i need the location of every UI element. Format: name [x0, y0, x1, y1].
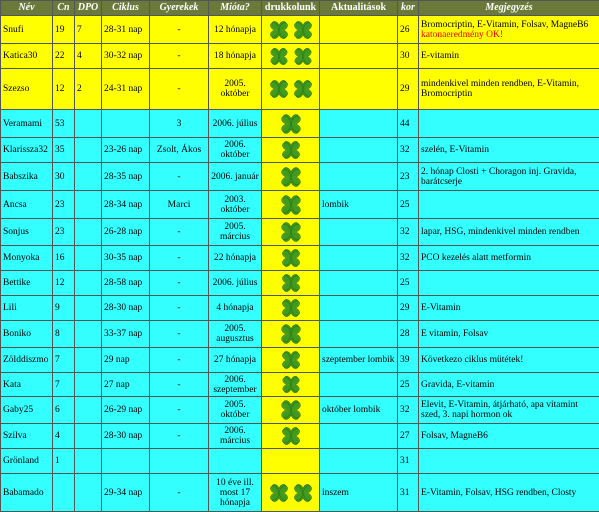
cell-nev: Babszika	[1, 163, 53, 191]
cell-cn: 35	[53, 138, 75, 163]
cell-kor: 31	[398, 449, 419, 474]
cell-ciklus	[102, 110, 150, 138]
table-row	[1, 16, 599, 44]
cell-kor: 31	[398, 474, 419, 512]
cell-kor: 32	[398, 219, 419, 246]
cell-aktualitasok	[320, 219, 398, 246]
cell-cn: 53	[53, 110, 75, 138]
cell-megjegyzes: lapar, HSG, mindenkivel minden rendben	[419, 219, 599, 246]
cell-miota: 2006. január	[209, 163, 262, 191]
cell-dpo	[75, 191, 102, 219]
cell-cn: 12	[53, 69, 75, 110]
cell-drukkolunk	[262, 246, 320, 271]
cell-drukkolunk	[262, 474, 320, 512]
header-row	[1, 1, 599, 16]
cell-ciklus: 23-26 nap	[102, 138, 150, 163]
cell-drukkolunk	[262, 373, 320, 397]
col-header-ciklus: Ciklus	[102, 1, 150, 16]
cell-aktualitasok	[320, 138, 398, 163]
cell-aktualitasok	[320, 321, 398, 348]
cell-drukkolunk	[262, 219, 320, 246]
cell-megjegyzes: Folsav, MagneB6	[419, 424, 599, 449]
table-row	[1, 397, 599, 424]
cell-dpo	[75, 424, 102, 449]
four-leaf-clover-icon	[265, 193, 317, 217]
col-header-cn: Cn	[53, 1, 75, 16]
cell-dpo: 4	[75, 44, 102, 69]
cell-cn: 7	[53, 348, 75, 373]
col-header-kor: kor	[398, 1, 419, 16]
cell-dpo	[75, 321, 102, 348]
cell-nev: Grönland	[1, 449, 53, 474]
cell-ciklus: 28-30 nap	[102, 424, 150, 449]
cell-nev: Veramami	[1, 110, 53, 138]
four-leaf-clover-icon	[265, 349, 317, 371]
cell-cn: 9	[53, 296, 75, 321]
cell-nev: Kata	[1, 373, 53, 397]
cell-miota	[209, 449, 262, 474]
cell-miota: 2003. október	[209, 191, 262, 219]
four-leaf-clover-icon	[265, 297, 317, 319]
cell-aktualitasok	[320, 373, 398, 397]
cell-cn: 6	[53, 397, 75, 424]
cell-kor: 30	[398, 44, 419, 69]
cell-aktualitasok: október lombik	[320, 397, 398, 424]
table-row	[1, 44, 599, 69]
table-row	[1, 373, 599, 397]
four-leaf-clover-icon	[265, 374, 317, 395]
cell-gyerekek: -	[150, 397, 209, 424]
cell-megjegyzes	[419, 271, 599, 296]
cell-gyerekek: -	[150, 474, 209, 512]
table-row	[1, 449, 599, 474]
four-leaf-clover-icon	[265, 112, 317, 136]
cell-ciklus: 29-34 nap	[102, 474, 150, 512]
cell-nev: Bettike	[1, 271, 53, 296]
four-leaf-clover-icon	[265, 398, 317, 422]
cell-dpo	[75, 348, 102, 373]
cell-cn: 7	[53, 373, 75, 397]
cell-kor: 26	[398, 16, 419, 44]
cell-aktualitasok	[320, 44, 398, 69]
cell-nev: Babamado	[1, 474, 53, 512]
cell-aktualitasok: inszem	[320, 474, 398, 512]
cell-ciklus: 28-58 nap	[102, 271, 150, 296]
cell-cn: 19	[53, 16, 75, 44]
cell-drukkolunk	[262, 69, 320, 110]
cell-nev: Sonjus	[1, 219, 53, 246]
table-row	[1, 424, 599, 449]
cell-drukkolunk	[262, 424, 320, 449]
cell-megjegyzes: E-Vitamin, Folsav, HSG rendben, Closty	[419, 474, 599, 512]
cell-nev: Boniko	[1, 321, 53, 348]
cell-gyerekek: -	[150, 163, 209, 191]
cell-miota: 2005. augusztus	[209, 321, 262, 348]
col-header-megjegyzes: Megjegyzés	[419, 1, 599, 16]
four-leaf-clover-icon	[265, 272, 317, 294]
cell-dpo	[75, 474, 102, 512]
table-row	[1, 69, 599, 110]
cell-cn: 22	[53, 44, 75, 69]
cell-ciklus: 30-35 nap	[102, 246, 150, 271]
cell-ciklus: 28-35 nap	[102, 163, 150, 191]
col-header-aktualitasok: Aktualitások	[320, 1, 398, 16]
cell-cn: 1	[53, 449, 75, 474]
cell-miota: 27 hónapja	[209, 348, 262, 373]
cell-cn: 23	[53, 219, 75, 246]
table-row	[1, 163, 599, 191]
cell-gyerekek: -	[150, 321, 209, 348]
cell-gyerekek: Marci	[150, 191, 209, 219]
cell-gyerekek	[150, 449, 209, 474]
cell-kor: 28	[398, 321, 419, 348]
col-header-miota: Mióta?	[209, 1, 262, 16]
cell-miota: 10 éve ill. most 17 hónapja	[209, 474, 262, 512]
cell-ciklus: 26-29 nap	[102, 397, 150, 424]
cell-ciklus	[102, 449, 150, 474]
cell-dpo	[75, 397, 102, 424]
cell-dpo	[75, 138, 102, 163]
cell-gyerekek: -	[150, 219, 209, 246]
highlight-note: katonaeredmény OK!	[421, 30, 503, 40]
cell-gyerekek: -	[150, 16, 209, 44]
cell-miota: 2006. október	[209, 138, 262, 163]
cell-drukkolunk	[262, 321, 320, 348]
cell-gyerekek: -	[150, 69, 209, 110]
table-row	[1, 321, 599, 348]
table-row	[1, 219, 599, 246]
cell-drukkolunk	[262, 110, 320, 138]
cell-drukkolunk	[262, 191, 320, 219]
cell-miota: 18 hónapja	[209, 44, 262, 69]
cell-kor: 25	[398, 271, 419, 296]
cell-gyerekek: Zsolt, Ákos	[150, 138, 209, 163]
table-row	[1, 110, 599, 138]
cell-kor: 23	[398, 163, 419, 191]
cell-megjegyzes: mindenkivel minden rendben, E-Vitamin, Bromocriptin	[419, 69, 599, 110]
cell-kor: 44	[398, 110, 419, 138]
cell-aktualitasok	[320, 16, 398, 44]
cell-ciklus: 28-31 nap	[102, 16, 150, 44]
cell-ciklus: 28-30 nap	[102, 296, 150, 321]
cell-nev: Szilva	[1, 424, 53, 449]
four-leaf-clover-icon	[268, 46, 290, 67]
cell-megjegyzes: Elevit, E-Vitamin, átjárható, apa vitamint szed, 3. napi hormon ok	[419, 397, 599, 424]
cell-drukkolunk	[262, 138, 320, 163]
cell-megjegyzes: E-vitamin	[419, 44, 599, 69]
table-row	[1, 474, 599, 512]
four-leaf-clover-icon	[268, 78, 290, 100]
col-header-drukkolunk: drukkolunk	[262, 1, 320, 16]
cell-cn	[53, 474, 75, 512]
cell-gyerekek: -	[150, 44, 209, 69]
cell-miota: 2006. március	[209, 424, 262, 449]
cell-megjegyzes	[419, 110, 599, 138]
cell-cn: 16	[53, 246, 75, 271]
cell-ciklus: 33-37 nap	[102, 321, 150, 348]
cell-aktualitasok: lombik	[320, 191, 398, 219]
cell-megjegyzes: E-Vitamin	[419, 296, 599, 321]
four-leaf-clover-icon	[265, 165, 317, 189]
cell-dpo	[75, 373, 102, 397]
cell-dpo: 2	[75, 69, 102, 110]
four-leaf-clover-icon	[265, 220, 317, 244]
cell-kor: 39	[398, 348, 419, 373]
cell-dpo	[75, 163, 102, 191]
cell-dpo	[75, 296, 102, 321]
four-leaf-clover-icon	[265, 247, 317, 269]
cell-cn: 8	[53, 321, 75, 348]
table-row	[1, 271, 599, 296]
cell-ciklus: 26-28 nap	[102, 219, 150, 246]
cell-kor: 25	[398, 191, 419, 219]
cell-aktualitasok	[320, 69, 398, 110]
cell-megjegyzes: Bromocriptin, E-Vitamin, Folsav, MagneB6 katonaeredmény OK!	[419, 16, 599, 44]
cell-aktualitasok: szeptember lombik	[320, 348, 398, 373]
cell-dpo	[75, 246, 102, 271]
cell-kor: 29	[398, 296, 419, 321]
cell-nev: Zölddiszmo	[1, 348, 53, 373]
table-row	[1, 348, 599, 373]
cell-nev: Szezso	[1, 69, 53, 110]
cell-kor: 32	[398, 246, 419, 271]
cell-drukkolunk	[262, 16, 320, 44]
cell-miota: 2006. szeptember	[209, 373, 262, 397]
cell-megjegyzes: E vitamin, Folsav	[419, 321, 599, 348]
cell-nev: Ancsa	[1, 191, 53, 219]
four-leaf-clover-icon	[265, 425, 317, 447]
cell-kor: 29	[398, 69, 419, 110]
cell-aktualitasok	[320, 449, 398, 474]
cell-miota: 2006. július	[209, 110, 262, 138]
cell-gyerekek: -	[150, 424, 209, 449]
cell-miota: 12 hónapja	[209, 16, 262, 44]
table-row	[1, 191, 599, 219]
cell-gyerekek: -	[150, 348, 209, 373]
cell-nev: Klarissza32	[1, 138, 53, 163]
cell-miota: 2005. március	[209, 219, 262, 246]
cell-megjegyzes	[419, 449, 599, 474]
cell-nev: Gaby25	[1, 397, 53, 424]
cell-nev: Snufi	[1, 16, 53, 44]
col-header-nev: Név	[1, 1, 53, 16]
cell-aktualitasok	[320, 296, 398, 321]
cell-ciklus: 28-34 nap	[102, 191, 150, 219]
four-leaf-clover-icon	[268, 482, 290, 504]
cell-dpo	[75, 219, 102, 246]
cell-megjegyzes: 2. hónap Closti + Choragon inj. Gravida, barátcserje	[419, 163, 599, 191]
four-leaf-clover-icon	[265, 322, 317, 346]
cell-miota: 2005. október	[209, 69, 262, 110]
col-header-gyerekek: Gyerekek	[150, 1, 209, 16]
cell-kor: 32	[398, 397, 419, 424]
cell-megjegyzes: szelén, E-Vitamin	[419, 138, 599, 163]
cell-cn: 23	[53, 191, 75, 219]
cell-miota: 2005. október	[209, 397, 262, 424]
cell-kor: 27	[398, 424, 419, 449]
cell-dpo: 7	[75, 16, 102, 44]
cell-gyerekek: -	[150, 373, 209, 397]
cell-kor: 25	[398, 373, 419, 397]
cell-kor: 32	[398, 138, 419, 163]
cell-drukkolunk	[262, 163, 320, 191]
cell-gyerekek: -	[150, 296, 209, 321]
cell-megjegyzes	[419, 191, 599, 219]
col-header-dpo: DPO	[75, 1, 102, 16]
cell-drukkolunk	[262, 348, 320, 373]
cell-drukkolunk	[262, 397, 320, 424]
cell-drukkolunk	[262, 449, 320, 474]
cell-dpo	[75, 449, 102, 474]
cell-dpo	[75, 110, 102, 138]
cell-ciklus: 29 nap	[102, 348, 150, 373]
cell-cn: 12	[53, 271, 75, 296]
cell-cn: 4	[53, 424, 75, 449]
cell-gyerekek: -	[150, 271, 209, 296]
table-row	[1, 296, 599, 321]
four-leaf-clover-icon	[265, 139, 317, 161]
cell-gyerekek: -	[150, 246, 209, 271]
cell-nev: Lili	[1, 296, 53, 321]
cell-miota: 22 hónapja	[209, 246, 262, 271]
cell-drukkolunk	[262, 44, 320, 69]
four-leaf-clover-icon	[292, 46, 314, 67]
cell-miota: 2006. július	[209, 271, 262, 296]
cell-aktualitasok	[320, 424, 398, 449]
four-leaf-clover-icon	[292, 482, 314, 504]
cell-aktualitasok	[320, 163, 398, 191]
four-leaf-clover-icon	[292, 78, 314, 100]
cell-megjegyzes: Következo ciklus mütétek!	[419, 348, 599, 373]
cell-megjegyzes: Gravida, E-vitamin	[419, 373, 599, 397]
table-row	[1, 138, 599, 163]
cell-ciklus: 24-31 nap	[102, 69, 150, 110]
cell-nev: Monyoka	[1, 246, 53, 271]
cell-dpo	[75, 271, 102, 296]
cell-cn: 30	[53, 163, 75, 191]
cell-gyerekek: 3	[150, 110, 209, 138]
cell-ciklus: 30-32 nap	[102, 44, 150, 69]
cell-miota: 4 hónapja	[209, 296, 262, 321]
cell-drukkolunk	[262, 296, 320, 321]
four-leaf-clover-icon	[292, 19, 314, 41]
cell-ciklus: 27 nap	[102, 373, 150, 397]
cell-nev: Katica30	[1, 44, 53, 69]
cell-aktualitasok	[320, 110, 398, 138]
cell-aktualitasok	[320, 246, 398, 271]
cell-drukkolunk	[262, 271, 320, 296]
cell-megjegyzes: PCO kezelés alatt metformin	[419, 246, 599, 271]
four-leaf-clover-icon	[268, 19, 290, 41]
table-row	[1, 246, 599, 271]
cell-aktualitasok	[320, 271, 398, 296]
